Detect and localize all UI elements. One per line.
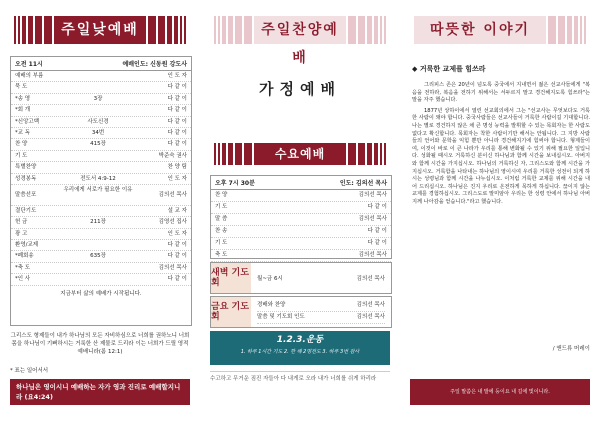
theme-verse: 하나님은 영이시니 예배하는 자가 영과 진리로 예배할지니라 (요4:24) <box>10 379 190 405</box>
order-row <box>11 274 191 285</box>
order-row-mid: 211장 <box>90 219 106 226</box>
essay-paragraph: 그리피스 존은 20년이 넘도록 중국에서 지내면서 젊은 선교사들에게 "복음을 전하라, 복음을 전하기 위해서는 서두르지 말고 경건해지도록 힘쓰라"는 말을 자주 했습니다. <box>412 82 590 104</box>
wednesday-row-item: 말 씀 <box>215 216 228 222</box>
order-row-item: *송 영 <box>15 95 31 102</box>
wednesday-row-mid <box>249 202 337 213</box>
wednesday-row-who: 다 같 이 <box>367 228 387 234</box>
order-row <box>11 206 191 217</box>
banner-stripes-left <box>214 16 254 44</box>
praise-banner <box>214 16 386 66</box>
order-row <box>11 105 191 116</box>
order-row-item: *신앙고백 <box>15 118 40 125</box>
dawn-prayer-box <box>210 262 392 294</box>
order-row-who: 다 같 이 <box>167 84 187 91</box>
order-row-item: *축 도 <box>15 264 31 271</box>
order-row <box>11 71 191 82</box>
order-row-item: 환영/교제 <box>15 242 39 249</box>
order-row-item: 말씀선포 <box>15 191 37 198</box>
worship-header <box>11 57 191 71</box>
wednesday-row-mid <box>249 250 337 261</box>
order-row <box>11 217 191 228</box>
order-row-who: 다 같 이 <box>167 118 187 125</box>
wednesday-banner <box>214 143 386 165</box>
essay-title: ◆ 거룩한 교제를 힘쓰라 <box>412 65 486 73</box>
order-row-item: 기 도 <box>15 152 28 159</box>
order-row-who: 김의선 목사 <box>158 264 187 271</box>
wednesday-row-who: 김의선 목사 <box>358 216 387 222</box>
order-row-mid <box>53 274 143 284</box>
essay-author: / 앤드류 머레이 <box>552 346 590 352</box>
order-row-who: 다 같 이 <box>167 141 187 148</box>
order-row-who: 다 같 이 <box>167 95 187 102</box>
wednesday-order-list <box>211 190 391 262</box>
wednesday-row-who: 다 같 이 <box>367 204 387 210</box>
wednesday-row <box>211 238 391 250</box>
order-row <box>11 82 191 93</box>
wednesday-time: 오후 7시 30분 <box>215 180 255 187</box>
order-row-item: 헌 금 <box>15 219 28 226</box>
order-row-who: 다 같 이 <box>167 253 187 260</box>
dawn-prayer-time: 월~금 6시 <box>257 276 283 282</box>
order-row <box>11 229 191 240</box>
banner-stripes-right <box>346 143 386 165</box>
wednesday-leader: 인도: 김의선 목사 <box>339 180 387 187</box>
order-row-who: 인 도 자 <box>167 230 187 237</box>
invitation-notice: 수고하고 무거운 짐진 자들아 다 내게로 오라 내가 너희를 쉬게 하리라 <box>210 371 390 383</box>
order-row <box>11 240 191 251</box>
friday-row-item: 말씀 및 기도회 인도 <box>257 314 305 320</box>
order-row <box>11 128 191 139</box>
order-row-mid: 우리에게 서로가 필요한 이유 <box>63 186 133 193</box>
worship-leader: 예배인도: 신동원 강도사 <box>122 61 187 68</box>
sunday-banner <box>14 16 186 44</box>
wednesday-row <box>211 250 391 262</box>
movement-banner <box>210 331 390 365</box>
order-row-item: 예배의 부름 <box>15 73 44 79</box>
order-row-who: 인 도 자 <box>167 175 187 182</box>
home-worship-title: 가정예배 <box>259 80 341 98</box>
wednesday-row-item: 축 도 <box>215 252 228 258</box>
order-row <box>11 174 191 185</box>
order-row-mid <box>53 240 143 250</box>
order-row-mid <box>53 206 143 216</box>
movement-title: 1.2.3.운동 <box>276 335 324 345</box>
wednesday-row-who: 다 같 이 <box>367 240 387 246</box>
wednesday-row-who: 김의선 목사 <box>358 252 387 258</box>
order-row-item: *교 독 <box>15 129 31 136</box>
essay-body <box>412 82 590 210</box>
dawn-prayer-leader: 김의선 목사 <box>356 276 385 282</box>
standing-footnote: * 표는 일어서서 <box>10 368 49 374</box>
worship-order-list <box>11 71 191 286</box>
order-row <box>11 151 191 162</box>
worship-order-box <box>10 56 192 326</box>
order-row-mid: 3장 <box>93 95 103 102</box>
wednesday-row <box>211 202 391 214</box>
movement-subtitle: 1. 하루 1시간 기도 2. 한 해 2명전도 3. 하루 3번 감사 <box>240 349 360 355</box>
order-row-item: 찬 양 <box>15 141 28 148</box>
wednesday-title: 수요예배 <box>254 143 346 165</box>
friday-row <box>257 312 385 324</box>
worship-time: 오전 11시 <box>15 61 43 68</box>
friday-row-leader: 김의선 목사 <box>356 302 385 308</box>
order-row-who: 다 같 이 <box>167 242 187 249</box>
praise-title: 주일찬양예배 <box>254 16 346 44</box>
order-row-mid: 34번 <box>91 129 105 136</box>
end-note: 지금부터 삶의 예배가 시작됩니다. <box>60 290 142 297</box>
friday-prayer-label: 금요 기도회 <box>211 297 251 327</box>
order-row <box>11 139 191 150</box>
friday-row-item: 경배와 찬양 <box>257 302 286 308</box>
order-row-who: 다 같 이 <box>167 129 187 136</box>
praise-worship-panel <box>200 0 400 424</box>
order-row <box>11 263 191 274</box>
order-row-item: *회 개 <box>15 107 31 114</box>
wednesday-row-item: 기 도 <box>215 240 228 246</box>
order-row <box>11 251 191 262</box>
order-row-who: 김영선 집사 <box>158 219 187 226</box>
dawn-prayer-label: 새벽 기도회 <box>211 263 251 293</box>
order-row-mid <box>53 105 143 115</box>
blessing-text: 그리스도 형제들이 내가 하나님의 모든 자비하심으로 너희를 권하노니 너희 몸을 하나님이 기뻐하시는 거룩한 산 제물로 드리라 이는 너희가 드릴 영적 예배니라(롬 12:1) <box>10 333 190 355</box>
banner-stripes-right <box>146 16 186 44</box>
wednesday-row <box>211 226 391 238</box>
order-row-who: 인 도 자 <box>167 73 187 79</box>
wednesday-row-mid <box>249 190 337 201</box>
story-title: 따뜻한 이야기 <box>414 16 546 44</box>
order-row-mid <box>53 229 143 239</box>
order-row-who: 찬 양 팀 <box>167 164 187 171</box>
order-row-mid: 635장 <box>90 253 106 260</box>
order-row-mid <box>53 82 143 92</box>
order-row-item: *인 사 <box>15 276 31 283</box>
order-row-item: 광 고 <box>15 230 28 237</box>
friday-row <box>257 300 385 312</box>
order-row-mid: 전도서 4:9-12 <box>80 175 116 182</box>
order-row <box>11 185 191 206</box>
order-row-mid <box>53 162 143 172</box>
order-row-mid: 415장 <box>90 141 106 148</box>
sunday-worship-panel <box>0 0 200 424</box>
wednesday-row-item: 찬 양 <box>215 192 228 198</box>
order-row-item: 특별찬양 <box>15 164 37 171</box>
wednesday-header <box>211 176 391 190</box>
order-row-item: 결단기도 <box>15 207 37 214</box>
order-row-who: 설 교 자 <box>167 207 187 214</box>
sunday-title: 주일낮예배 <box>54 16 146 44</box>
order-row-who: 다 같 이 <box>167 276 187 283</box>
wednesday-row-mid <box>249 214 337 225</box>
order-row-mid <box>53 263 143 273</box>
wednesday-row-item: 기 도 <box>215 204 228 210</box>
order-row <box>11 162 191 173</box>
order-row <box>11 94 191 105</box>
essay-title-text: 거룩한 교제를 힘쓰라 <box>419 65 486 73</box>
essay-paragraph: 1877년 상하이에서 열린 선교회의에서 그는 "선교사는 무엇보다도 거룩한 사람이 돼야 합니다. 중국사람들은 선교사들이 거룩한 사람이길 기대합니다. 나는 별로 경건하지 않은 채 큰 명성 능력을 발휘할 수 있는 목회자는 한 사람도 없다고 확신합니다. 목회자는 착한 사람이기만 해서는 안됩니다. 그 지방 사람들의 언어와 문학을 익힘 뿐만 아니라 경건해지기에 힘써야 합니다. 형제들이여, 이것이 바로 이 큰 나라가 우리를 통해 변화될 수 있기 위해 필요한 일입니다. 성화될 때시오 거룩하신 분이신 하나님과 함께 시간을 보내십시오. 아버지와 함께 시간을 가지십시오. 하나님의 거룩하신 자, 그리스도와 함께 시간을 가지십시오. 거룩함을 나타내는 하나님의 영이시여 우리를 거룩한 성전이 되게 하시는 성령님과 함께 시간을 나누십시오. 이처럼 거룩한 교제를 위해 시간을 내어 드리십시오. 하나님은 진지 우리로 온전하게 목하게 하십니다. 끊이지 않는 교제를 경험하십시오. 그리스도로 말미암아 우리는 한 성령 안에서 하나님 아버지께 나아감을 얻습니다."라고 했습니다. <box>412 107 590 205</box>
wednesday-row <box>211 190 391 202</box>
order-row-item: 묵 도 <box>15 84 28 91</box>
story-footer: 주일 말씀은 내 발에 등이요 내 길에 빛이니라. <box>410 379 590 405</box>
banner-stripes-right <box>346 16 386 44</box>
order-row-item: *폐회송 <box>15 253 34 260</box>
banner-stripes-left <box>14 16 54 44</box>
banner-stripes-left <box>214 143 254 165</box>
wednesday-row-mid <box>249 226 337 237</box>
story-banner <box>414 16 586 44</box>
order-row-who: 다 같 이 <box>167 107 187 114</box>
banner-stripes-right <box>546 16 586 44</box>
order-row-mid: 사도신경 <box>87 118 109 125</box>
wednesday-row-mid <box>249 238 337 249</box>
order-row-who: 박준숙 권사 <box>158 152 187 159</box>
wednesday-row-who: 김의선 목사 <box>358 192 387 198</box>
friday-prayer-box <box>210 296 392 328</box>
order-row-item: 성경봉독 <box>15 175 37 182</box>
order-row-mid <box>53 151 143 161</box>
wednesday-order-box <box>210 175 392 259</box>
order-row-mid <box>53 71 143 81</box>
order-row <box>11 117 191 128</box>
order-row-who: 김의선 목사 <box>158 191 187 198</box>
wednesday-row <box>211 214 391 226</box>
friday-row-leader: 김의선 목사 <box>356 314 385 320</box>
wednesday-row-item: 찬 송 <box>215 228 228 234</box>
